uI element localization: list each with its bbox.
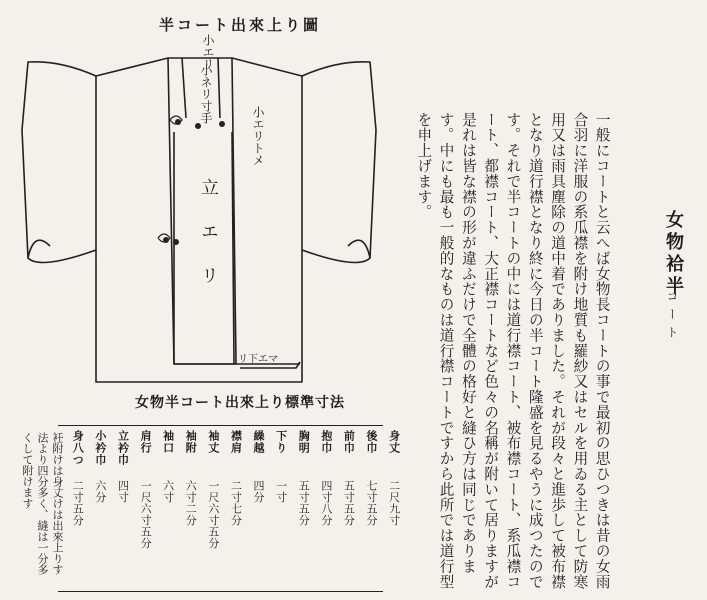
table-column	[134, 430, 157, 584]
dimension-name: 立衿巾	[116, 430, 130, 466]
dimension-value: 四寸八分	[319, 480, 333, 526]
dimension-value: 四分	[252, 480, 266, 503]
dimension-name: 肩行	[139, 430, 153, 454]
dimension-value: 七寸五分	[365, 480, 379, 526]
collar-tip-label: 小エリ	[201, 34, 215, 70]
dimension-value: 二寸五分	[71, 480, 85, 526]
dimension-name: 身八つ	[71, 430, 85, 466]
dimension-value: 五寸五分	[342, 480, 356, 526]
main-collar-label: 立エリ	[198, 178, 219, 310]
dimension-value: 六寸	[161, 480, 175, 503]
dimension-name: 身丈	[387, 430, 401, 454]
dimension-name: 胸明	[297, 430, 311, 454]
dimension-name: 後巾	[365, 430, 379, 454]
hem-collar-label: マエ下リ	[238, 354, 278, 365]
dimension-value: 一尺六寸五分	[139, 480, 153, 549]
article-body: 一般にコートと云へば女物長コートの事で最初の思ひつきは昔の女雨合羽に洋服の系瓜襟を附け地質も羅紗又はセルを用ゐる主として防寒用又は雨具塵除の道中着でありました。それが段々と進歩して被布襟となり道行襟となり終に今日の半コート隆盛を見るやうに成つたのです。それで半コートの中には道行襟コート、被布襟コート、系瓜襟コート、都襟コート、大正襟コートなど色々の名稱が附いて居りますが是れは皆な襟の形が違ふだけで全體の格好と縫ひ方は同じであります。中にも最も一般的なものは道行襟コートですから此所では道行型を申上げます。	[415, 112, 611, 590]
table-column	[360, 430, 383, 584]
button-knot	[219, 121, 225, 127]
right-sleeve-curve	[348, 240, 370, 258]
figure-caption: 圖り上來出トーコ半	[158, 16, 321, 34]
table-column	[66, 430, 89, 584]
dimension-name: 袖丈	[206, 430, 220, 454]
table-caption: 法寸準標り上來出トーコ半物女	[135, 395, 345, 411]
table-column	[337, 430, 360, 584]
dimension-name: 繰越	[252, 430, 266, 454]
button-knot	[173, 239, 179, 245]
dimension-name: 前巾	[342, 430, 356, 454]
table-column	[315, 430, 338, 584]
dimension-name: 下り	[274, 430, 288, 454]
dimension-name: 小衿巾	[93, 430, 107, 466]
dimension-value: 一尺六寸五分	[206, 480, 220, 549]
collar-inner-label: 小ネリ寸手	[199, 64, 213, 124]
dimension-name: 抱巾	[319, 430, 333, 454]
dimension-value: 五寸五分	[297, 480, 311, 526]
table-column	[269, 430, 292, 584]
table-column	[247, 430, 270, 584]
dimension-table	[66, 430, 405, 584]
table-column	[89, 430, 112, 584]
dimension-value: 六寸二分	[184, 480, 198, 526]
dimension-value: 二寸七分	[229, 480, 243, 526]
table-column	[224, 430, 247, 584]
dimension-name: 襟肩	[229, 430, 243, 454]
table-column	[382, 430, 405, 584]
article-subtitle: コート	[665, 290, 679, 344]
table-column	[111, 430, 134, 584]
dimension-name: 袖附	[184, 430, 198, 454]
small-collar-label: 小エリトメ	[251, 106, 265, 166]
dimension-value: 一寸	[274, 480, 288, 503]
table-column	[202, 430, 225, 584]
table-column	[156, 430, 179, 584]
dimension-value: 六分	[93, 480, 107, 503]
table-column	[179, 430, 202, 584]
dimension-name: 袖口	[161, 430, 175, 454]
article-title: 女物袷半	[663, 210, 684, 298]
dimension-value: 四寸	[116, 480, 130, 503]
collar-inner-left	[182, 58, 186, 118]
table-note: 衽附けは身丈けは出來上りす法より四分多く、縫は一分多くして附けます	[21, 432, 64, 575]
table-column	[292, 430, 315, 584]
dimension-value: 二尺九寸	[387, 480, 401, 526]
left-sleeve-curve	[28, 240, 50, 258]
collar-inner-right	[218, 58, 220, 118]
